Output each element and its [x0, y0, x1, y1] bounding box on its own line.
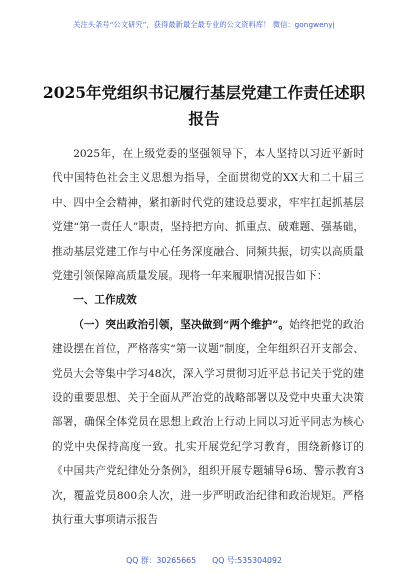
intro-paragraph: 2025年，在上级党委的坚强领导下，本人坚持以习近平新时代中国特色社会主义思想为指导，全面贯彻党的XX大和二十届三中、四中全会精神，紧扣新时代党的建设总要求，牢牢扛起抓基层党建“第一责任人”职责，坚持把方向、抓重点、破难题、强基础，推动基层党建工作与中心任务深度融合、同频共振，切实以高质量党建引领保障高质量发展。现将一年来履职情况报告如下： — [52, 148, 364, 283]
subsection-heading: （一）突出政治引领，坚决做到“两个维护”。 — [73, 318, 290, 331]
header-promo-note: 关注头条号“公文研究”，获得最新最全最专业的公文资料库！ 微信：gongwenyj — [73, 20, 335, 29]
footer-qq-group: QQ 群：30265665 — [126, 556, 197, 565]
document-body — [52, 142, 364, 533]
footer-contact — [0, 555, 408, 566]
footer-qq-number: QQ 号:535304092 — [212, 556, 282, 565]
subsection-text: 始终把党的政治建设摆在首位，严格落实“第一议题”制度，全年组织召开支部会、党员大会等集中学习48次，深入学习贯彻习近平总书记关于党的建设的重要思想、关于全面从严治党的战略部署以及党中央重大决策部署，确保全体党员在思想上政治上行动上同以习近平同志为核心的党中央保持高度一致。扎实开展党纪学习教育，围绕新修订的《中国共产党纪律处分条例》，组织开展专题辅导6场、警示教育3次，覆盖党员800余人次，进一步严明政治纪律和政治规矩。严格执行重大事项请示报告 — [52, 318, 365, 527]
subsection-paragraph — [52, 313, 364, 533]
document-title: 2025年党组织书记履行基层党建工作责任述职报告 — [42, 83, 366, 128]
section-heading-achievements: 一、工作成效 — [73, 294, 137, 307]
